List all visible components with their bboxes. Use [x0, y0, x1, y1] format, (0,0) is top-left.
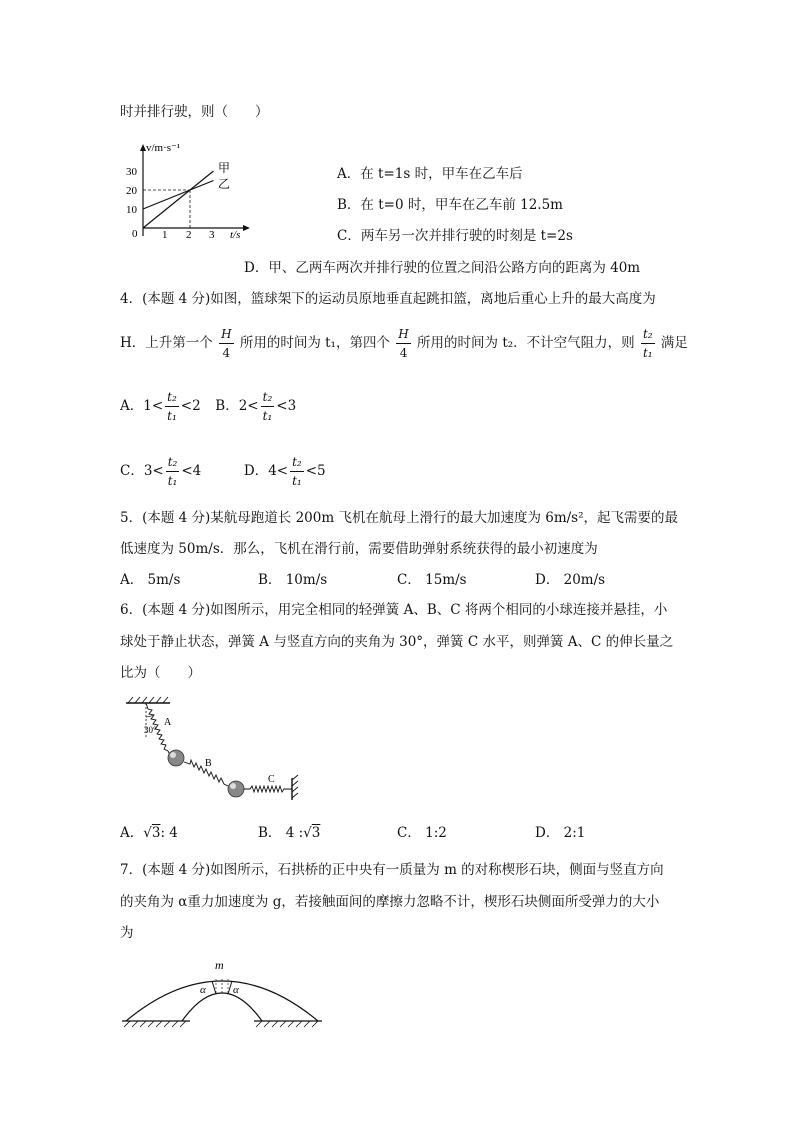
q4-options-row1	[120, 390, 296, 423]
q7-arch-bridge-figure	[118, 955, 328, 1030]
q6-option-b[interactable]: B． 4 :√3	[258, 825, 321, 841]
q6-label-b: B	[205, 758, 212, 769]
q5-option-b[interactable]: B． 10m/s	[258, 572, 328, 588]
q6-label-c: C	[268, 774, 275, 785]
q3-ytick-30: 30	[126, 166, 137, 178]
q4-line2-b: 所用的时间为 t₁，第四个	[239, 335, 390, 351]
q3-xlabel: t/s	[230, 229, 241, 241]
q3-option-c[interactable]: C．两车另一次并排行驶的时刻是 t=2s	[337, 228, 573, 244]
q3-origin: 0	[132, 228, 138, 240]
q6-spring-c	[244, 786, 292, 792]
q6-option-c[interactable]: C． 1:2	[397, 825, 447, 841]
q3-line-jia	[143, 171, 214, 228]
q3-ytick-10: 10	[126, 204, 137, 216]
q3-ylabel: v/m·s⁻¹	[146, 142, 181, 154]
q7-label-m: m	[215, 958, 224, 972]
q6-ball-1	[168, 750, 184, 766]
q3-option-b[interactable]: B．在 t=0 时，甲车在乙车前 12.5m	[337, 197, 563, 213]
q7-label-alpha-left: α	[200, 984, 206, 996]
q6-line2: 球处于静止状态，弹簧 A 与竖直方向的夹角为 30°，弹簧 C 水平，则弹簧 A、C 的伸长量之	[120, 634, 674, 650]
q6-wall-hatch	[292, 775, 298, 798]
q4-fraction-h-over-4-second: $\frac{H}{4}$	[398, 327, 409, 360]
q4-line1: 4．(本题 4 分)如图，篮球架下的运动员原地垂直起跳扣篮，离地后重心上升的最大高度为	[120, 291, 656, 307]
q4-option-a[interactable]: A．1< $\frac{\text{t₂}}{\text{t₁}}$ <2	[120, 390, 201, 423]
q3-label-jia: 甲	[218, 161, 231, 175]
q5-line1: 5．(本题 4 分)某航母跑道长 200m 飞机在航母上滑行的最大加速度为 6m/s²，起飞需要的最	[120, 510, 679, 526]
q6-line1: 6．(本题 4 分)如图所示，用完全相同的轻弹簧 A、B、C 将两个相同的小球连接并悬挂，小	[120, 602, 668, 618]
q4-option-d[interactable]: D．4< $\frac{\text{t₂}}{\text{t₁}}$ <5	[243, 455, 326, 488]
q4-line2-a: H．上升第一个	[120, 335, 213, 351]
sqrt-icon: √	[303, 825, 312, 841]
q6-option-d[interactable]: D． 2:1	[535, 825, 586, 841]
q6-line3: 比为（ ）	[120, 665, 201, 681]
q6-option-a[interactable]: A．√3: 4	[120, 825, 178, 841]
q3-x-axis-arrow	[243, 225, 250, 231]
q4-fraction-h-over-4: $\frac{H}{4}$	[221, 327, 232, 360]
q3-vt-graph	[118, 140, 258, 245]
q6-label-angle: 30°	[144, 725, 157, 735]
q7-line1: 7．(本题 4 分)如图所示，石拱桥的正中央有一质量为 m 的对称楔形石块，侧面与竖直方向	[120, 862, 664, 878]
q5-option-a[interactable]: A． 5m/s	[120, 572, 181, 588]
q4-option-c[interactable]: C．3< $\frac{\text{t₂}}{\text{t₁}}$ <4	[120, 455, 202, 488]
q3-xtick-3: 3	[209, 229, 215, 241]
q3-xtick-2: 2	[186, 229, 192, 241]
sqrt-icon: √	[143, 825, 152, 841]
q7-line3: 为	[120, 925, 134, 941]
q5-option-d[interactable]: D． 20m/s	[535, 572, 606, 588]
q3-line-yi	[143, 181, 214, 210]
q5-option-c[interactable]: C． 15m/s	[397, 572, 467, 588]
q4-fraction-t2-over-t1: $\frac{\text{t₂}}{\text{t₁}}$	[642, 327, 653, 360]
q3-continuation-line: 时并排行驶，则（ ）	[120, 104, 269, 120]
q4-line2-d: 满足	[660, 335, 688, 351]
q6-ceiling-hatch	[128, 697, 168, 703]
q3-label-yi: 乙	[218, 177, 231, 191]
q4-options-row2	[120, 455, 326, 488]
q7-label-alpha-right: α	[233, 984, 239, 996]
q5-line2: 低速度为 50m/s．那么，飞机在滑行前，需要借助弹射系统获得的最小初速度为	[120, 541, 598, 557]
q3-option-d[interactable]: D．甲、乙两车两次并排行驶的位置之间沿公路方向的距离为 40m	[244, 260, 641, 276]
q7-wedge-left-side	[212, 981, 216, 994]
q4-line2-c: 所用的时间为 t₂．不计空气阻力，则	[417, 335, 635, 351]
q7-inner-arch	[182, 993, 262, 1021]
q6-label-a: A	[164, 717, 172, 728]
q3-ytick-20: 20	[126, 185, 137, 197]
q6-ball-2	[228, 781, 244, 797]
q3-xtick-1: 1	[162, 229, 168, 241]
q7-wedge-right-side	[228, 981, 232, 994]
q7-line2: 的夹角为 α重力加速度为 g，若接触面间的摩擦力忽略不计，楔形石块侧面所受弹力的大小	[120, 894, 660, 910]
q6-spring-figure	[118, 695, 308, 807]
q7-ground-hatch	[124, 1021, 318, 1027]
q4-option-b[interactable]: B．2< $\frac{\text{t₂}}{\text{t₁}}$ <3	[215, 390, 297, 423]
q4-line2	[120, 327, 688, 360]
q3-option-a[interactable]: A．在 t=1s 时，甲车在乙车后	[337, 166, 523, 182]
q6-angle-arc	[146, 715, 153, 717]
